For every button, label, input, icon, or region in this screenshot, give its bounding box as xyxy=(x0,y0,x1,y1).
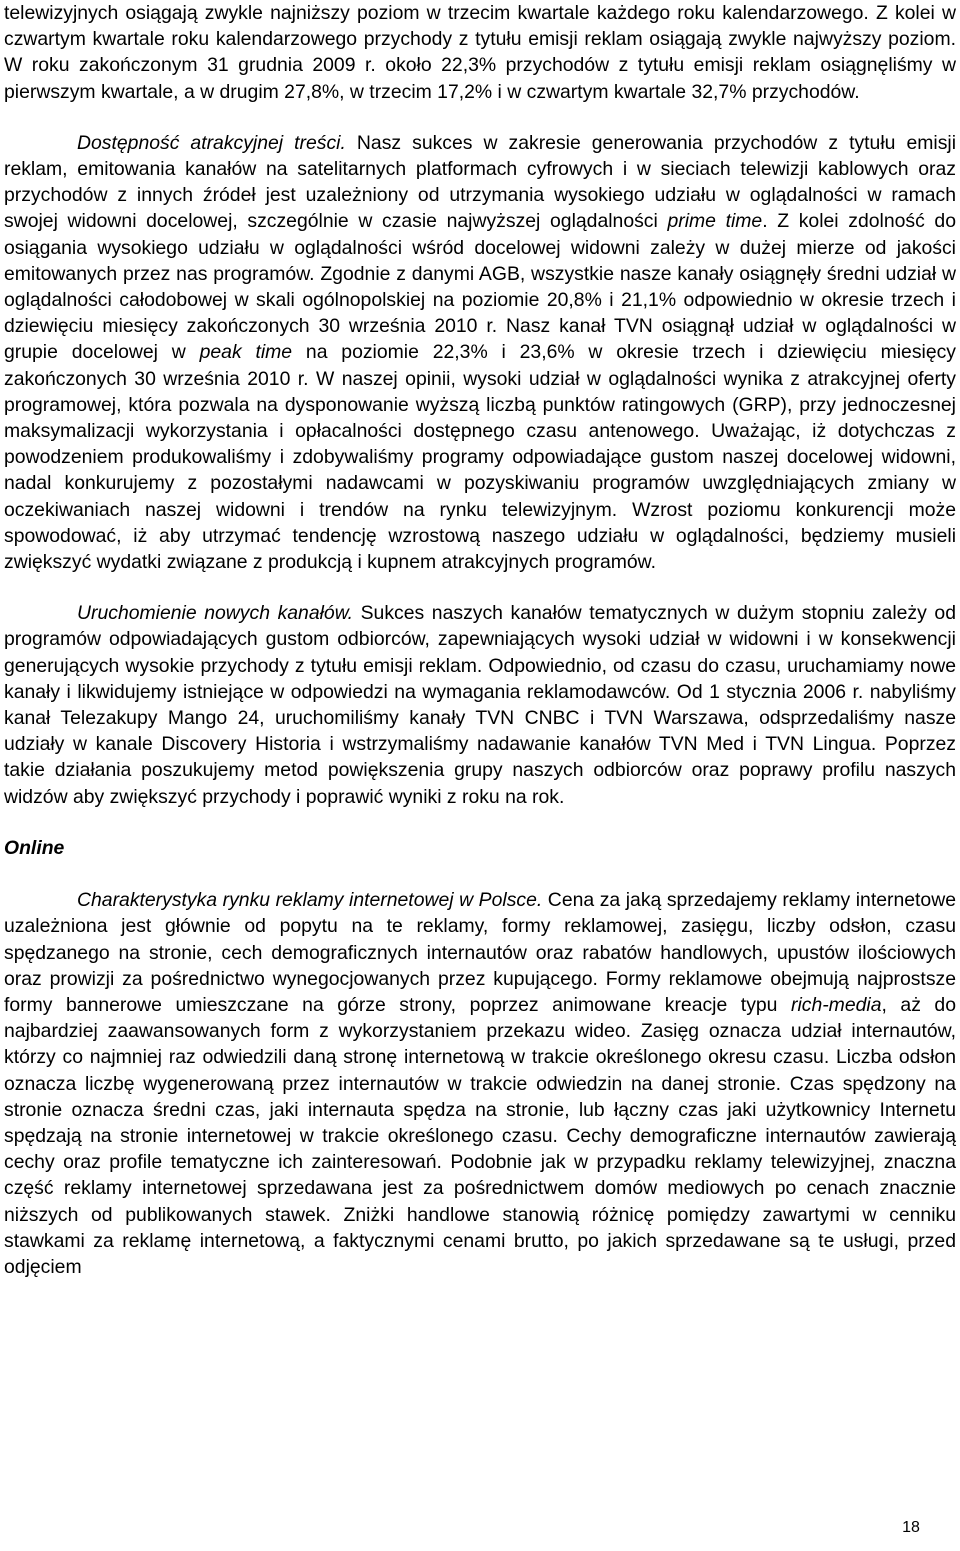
emphasis-term: rich-media xyxy=(790,993,882,1016)
paragraph-seasonality: telewizyjnych osiągają zwykle najniższy poziom w trzecim kwartale każdego roku kalendarzowego. Z kolei w czwartym kwartale roku kalendarzowego przychody z tytułu emisji reklam osiągają zwykle najwyższy poziom. W roku zakończonym 31 grudnia 2009 r. około 22,3% przychodów z tytułu emisji reklam osiągnęliśmy w pierwszym kwartale, a w drugim 27,8%, w trzecim 17,2% i w czwartym kwartale 32,7% przychodów. xyxy=(4,2,956,103)
paragraph-title: Uruchomienie nowych kanałów. xyxy=(77,602,354,625)
document-page xyxy=(4,0,956,1280)
paragraph-title: Charakterystyka rynku reklamy internetowej w Polsce. xyxy=(77,889,543,912)
emphasis-term: prime time xyxy=(667,210,763,233)
paragraph-online-market: Charakterystyka rynku reklamy internetowej w Polsce. Cena za jaką sprzedajemy reklamy internetowe uzależniona jest głównie od popytu na te reklamy, formy reklamowej, zasięgu, liczby odsłon, czasu spędzanego na stronie, cech demograficznych internautów oraz rabatów handlowych, upustów ilościowych oraz prowizji za pośrednictwo wynegocjowanych przez kupującego. Formy reklamowe obejmują najprostsze formy bannerowe umieszczane na górze strony, poprzez animowane kreacje typu rich-media, aż do najbardziej zaawansowanych form z wykorzystaniem przekazu wideo. Zasięg oznacza udział internautów, którzy co najmniej raz odwiedzili daną stronę internetową w trakcie określonego okresu czasu. Liczba odsłon oznacza liczbę wygenerowaną przez internautów w trakcie odwiedzin na danej stronie. Czas spędzony na stronie oznacza średni czas, jaki internauta spędza na stronie, lub łączny czas jaki użytkownicy Internetu spędzają na stronie internetowej w trakcie określonego czasu. Cechy demograficzne internautów zawierają cechy oraz profile tematyczne ich zainteresowań. Podobnie jak w przypadku reklamy telewizyjnej, znaczna część reklamy internetowej sprzedawana jest za pośrednictwem domów mediowych po cenach znacznie niższych od publikowanych stawek. Zniżki handlowe stanowią różnicę pomiędzy zawartymi w cenniku stawkami za reklamę internetową, a faktycznymi cenami brutto, po jakich sprzedawane są te usługi, przed odjęciem xyxy=(4,889,957,1278)
emphasis-term: peak time xyxy=(199,341,293,364)
paragraph-title: Dostępność atrakcyjnej treści. xyxy=(77,131,346,154)
paragraph-attractive-content: Dostępność atrakcyjnej treści. Nasz sukces w zakresie generowania przychodów z tytułu emisji reklam, emitowania kanałów na satelitarnych platformach cyfrowych i w sieciach telewizji kablowych oraz przychodów z innych źródeł jest uzależniony od utrzymania wysokiego udziału w oglądalności w ramach swojej widowni docelowej, szczególnie w czasie najwyższej oglądalności prime time. Z kolei zdolność do osiągania wysokiego udziału w oglądalności wśród docelowej widowni zależy w dużej mierze od jakości emitowanych przez nas programów. Zgodnie z danymi AGB, wszystkie nasze kanały osiągnęły średni udział w oglądalności całodobowej w skali ogólnopolskiej na poziomie 20,8% i 21,1% odpowiednio w okresie trzech i dziewięciu miesięcy zakończonych 30 września 2010 r. Nasz kanał TVN osiągnął udział w oglądalności w grupie docelowej w peak time na poziomie 22,3% i 23,6% w okresie trzech i dziewięciu miesięcy zakończonych 30 września 2010 r. W naszej opinii, wysoki udział w oglądalności wynika z atrakcyjnej oferty programowej, która pozwala na dysponowanie wyższą liczbą punktów ratingowych (GRP), przy jednoczesnej maksymalizacji wykorzystania i opłacalności dostępnego czasu antenowego. Uważając, iż dotychczas z powodzeniem produkowaliśmy i zdobywaliśmy programy odpowiadające gustom naszej docelowej widowni, nadal konkurujemy z pozostałymi nadawcami w pozyskiwaniu programów uwzględniających zmiany w oczekiwaniach naszej widowni i trendów na rynku telewizyjnym. Wzrost poziomu konkurencji może spowodować, iż aby utrzymać tendencję wzrostową naszego udziału w oglądalności, będziemy musieli zwiększyć wydatki związane z produkcją i kupnem atrakcyjnych programów. xyxy=(4,131,957,574)
paragraph-new-channels: Uruchomienie nowych kanałów. Sukces naszych kanałów tematycznych w dużym stopniu zależy od programów odpowiadających gustom odbiorców, zapewniających wysoki udział w widowni i w konsekwencji generujących wysokie przychody z tytułu emisji reklam. Odpowiednio, od czasu do czasu, uruchamiamy nowe kanały i likwidujemy istniejące w odpowiedzi na wymagania reklamodawców. Od 1 stycznia 2006 r. nabyliśmy kanał Telezakupy Mango 24, uruchomiliśmy kanały TVN CNBC i TVN Warszawa, odsprzedaliśmy nasze udziały w kanale Discovery Historia i wstrzymaliśmy nadawanie kanałów TVN Med i TVN Lingua. Poprzez takie działania poszukujemy metod powiększenia grupy naszych odbiorców oraz poprawy profilu naszych widzów aby zwiększyć przychody i poprawić wyniki z roku na rok. xyxy=(4,602,956,808)
section-heading-online: Online xyxy=(4,836,65,859)
page-number: 18 xyxy=(902,1519,920,1536)
